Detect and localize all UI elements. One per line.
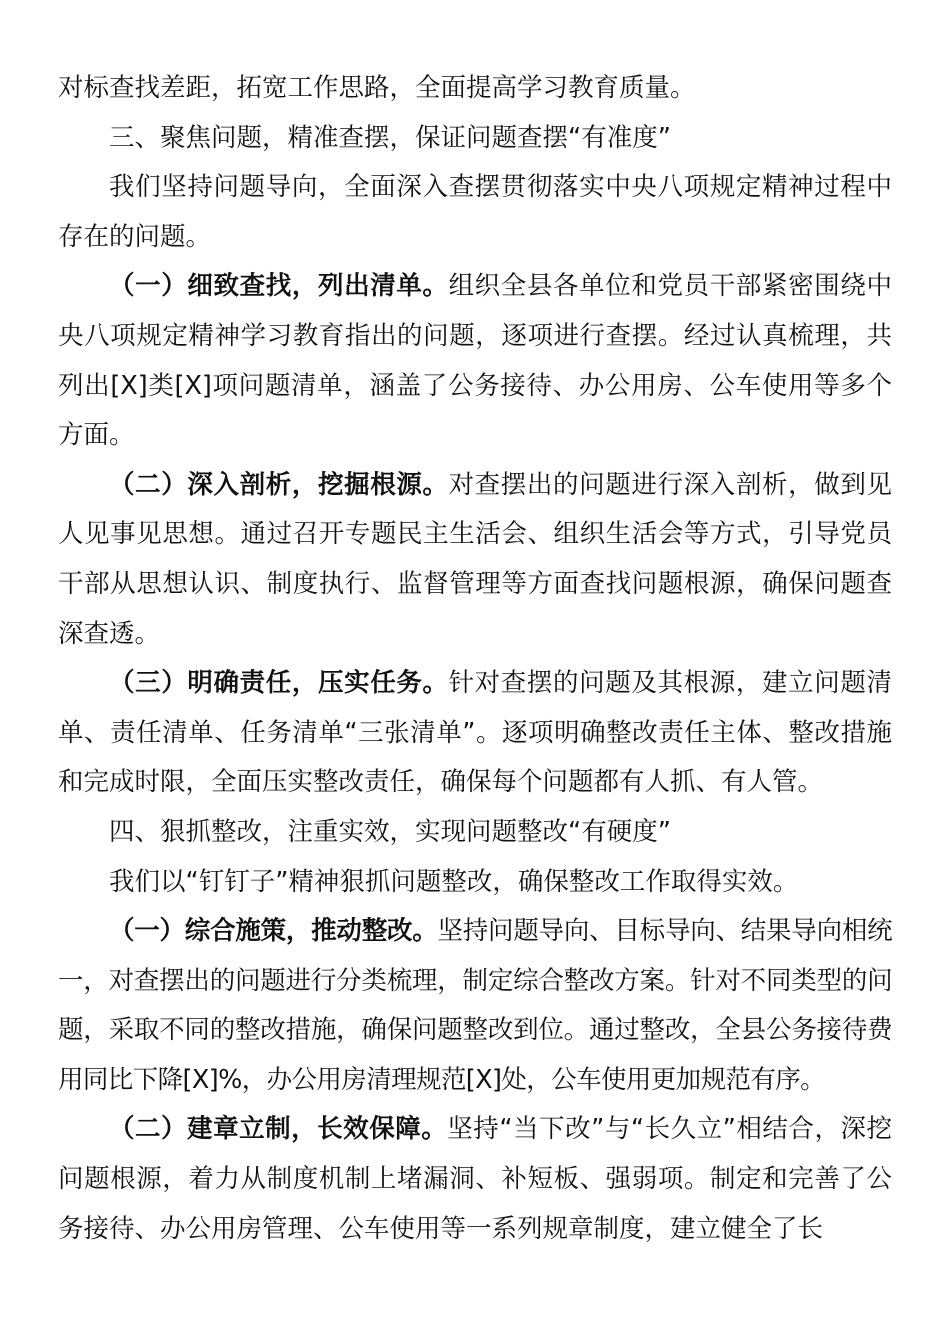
paragraph-3-1 — [58, 262, 892, 460]
paragraph-lead: （三）明确责任，压实任务。 — [109, 668, 449, 699]
paragraph-lead: （二）建章立制，长效保障。 — [109, 1114, 448, 1145]
paragraph-text: 我们以“钉钉子”精神狠抓问题整改，确保整改工作取得实效。 — [109, 866, 799, 897]
heading-text: 三、聚焦问题，精准查摆，保证问题查摆“有准度” — [109, 122, 671, 153]
paragraph-text: 对标查找差距，拓宽工作思路，全面提高学习教育质量。 — [58, 73, 696, 103]
paragraph-text: 坚持“当下改”与“长久立”相结合，深挖问题根源，着力从制度机制上堵漏洞、补短板、强弱项。制定和完善了公务接待、办公用房管理、公车使用等一系列规章制度，建立健全了长 — [58, 1114, 892, 1244]
paragraph-lead: （一）细致查找，列出清单。 — [109, 271, 449, 302]
paragraph-text: 组织全县各单位和党员干部紧密围绕中央八项规定精神学习教育指出的问题，逐项进行查摆。经过认真梳理，共列出[X]类[X]项问题清单，涵盖了公务接待、办公用房、公车使用等多个方面。 — [58, 271, 892, 451]
paragraph-4-1 — [58, 907, 892, 1105]
paragraph-text: 坚持问题导向、目标导向、结果导向相统一，对查摆出的问题进行分类梳理，制定综合整改方案。针对不同类型的问题，采取不同的整改措施，确保问题整改到位。通过整改，全县公务接待费用同比下降[X]%，办公用房清理规范[X]处，公车使用更加规范有序。 — [58, 916, 893, 1095]
paragraph-text: 针对查摆的问题及其根源，建立问题清单、责任清单、任务清单“三张清单”。逐项明确整改责任主体、整改措施和完成时限，全面压实整改责任，确保每个问题都有人抓、有人管。 — [58, 668, 892, 798]
paragraph-intro-three — [58, 163, 892, 262]
paragraph-text: 我们坚持问题导向，全面深入查摆贯彻落实中央八项规定精神过程中存在的问题。 — [58, 172, 892, 252]
paragraph-text: 对查摆出的问题进行深入剖析，做到见人见事见思想。通过召开专题民主生活会、组织生活会等方式，引导党员干部从思想认识、制度执行、监督管理等方面查找问题根源，确保问题查深查透。 — [58, 469, 892, 649]
paragraph-intro-four — [58, 858, 892, 908]
section-heading-three — [58, 114, 892, 164]
section-heading-four — [58, 808, 892, 858]
paragraph-3-2 — [58, 461, 892, 659]
paragraph-lead: （一）综合施策，推动整改。 — [109, 916, 438, 947]
document-page — [58, 64, 892, 1254]
heading-text: 四、狠抓整改，注重实效，实现问题整改“有硬度” — [109, 816, 671, 847]
paragraph-lead: （二）深入剖析，挖掘根源。 — [109, 469, 449, 500]
paragraph-continuation — [58, 64, 892, 114]
paragraph-4-2 — [58, 1105, 892, 1254]
paragraph-3-3 — [58, 659, 892, 808]
